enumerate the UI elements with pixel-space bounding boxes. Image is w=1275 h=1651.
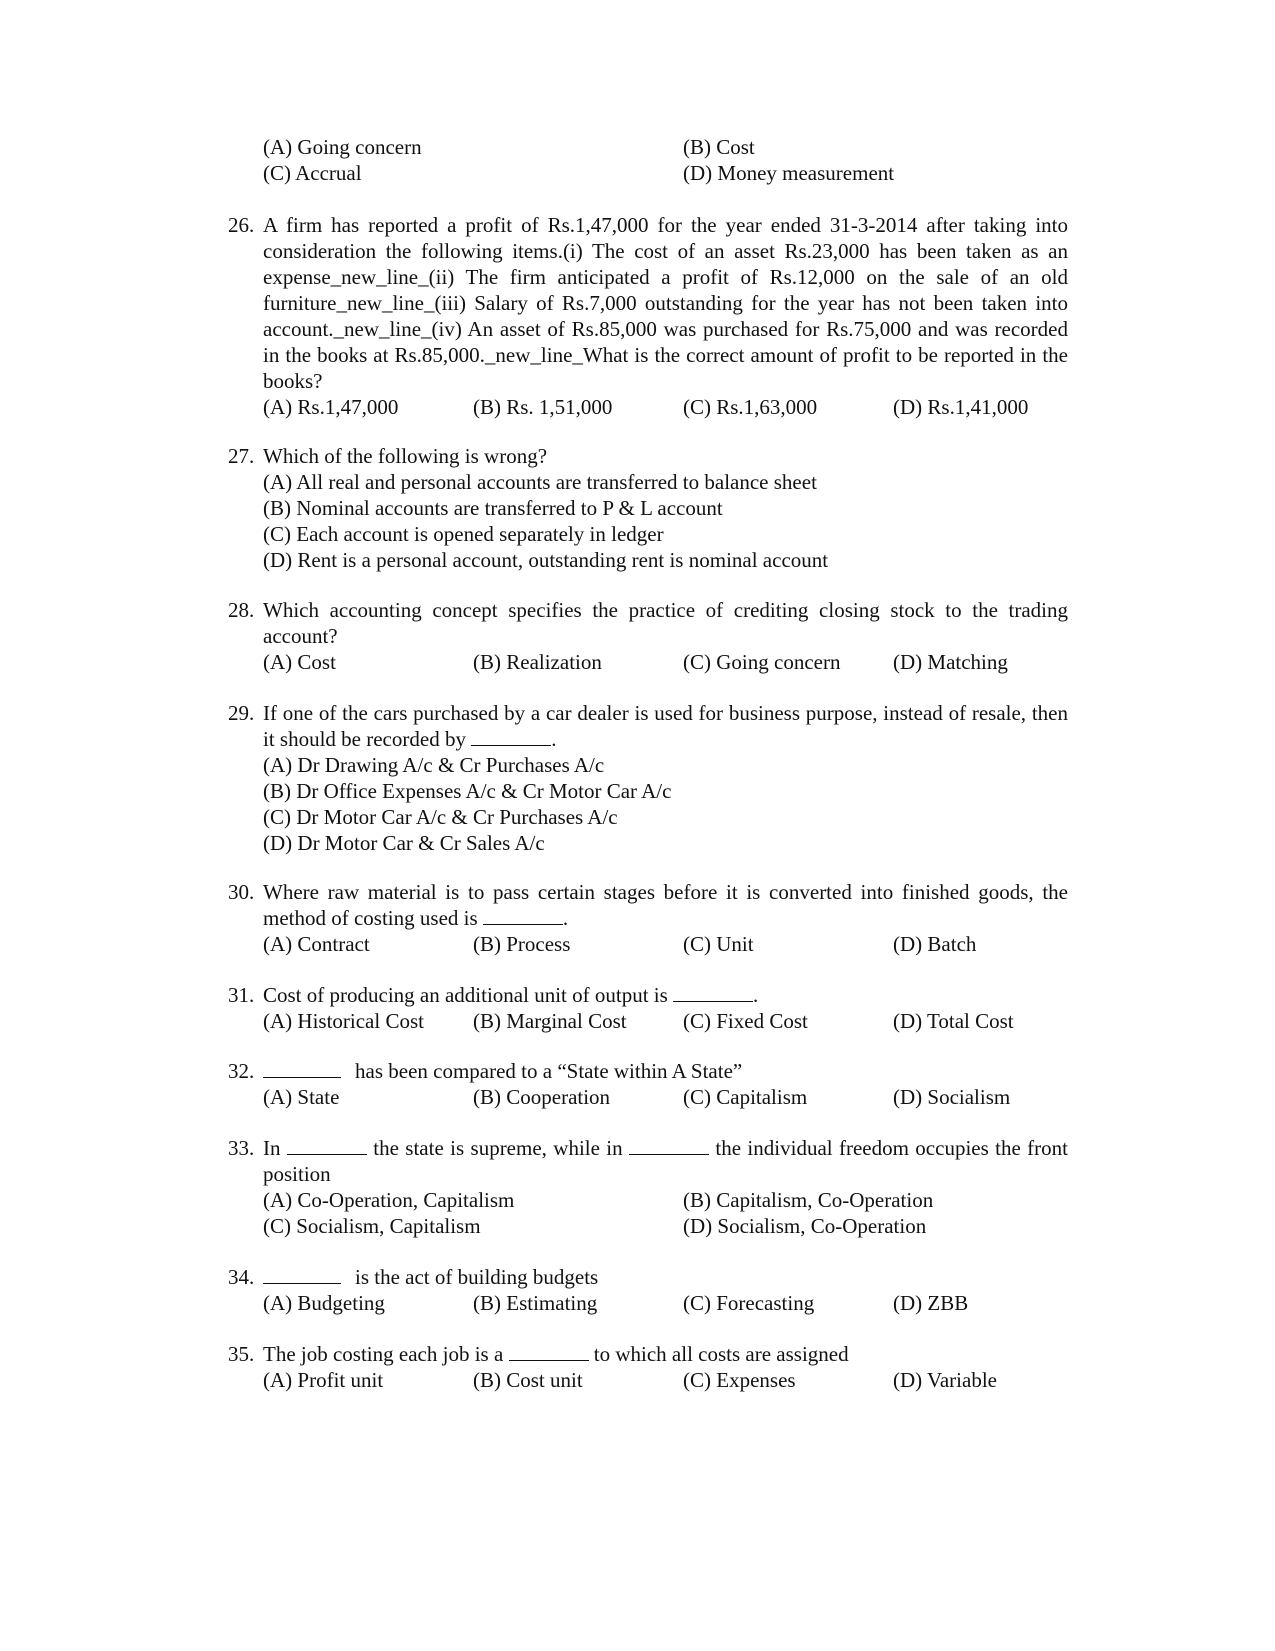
option-b: (B) Marginal Cost xyxy=(473,1009,627,1033)
option-d: (D) Socialism, Co-Operation xyxy=(683,1214,927,1238)
question-26 xyxy=(228,212,1068,420)
question-stem: Cost of producing an additional unit of output is . xyxy=(263,983,759,1007)
answer-blank xyxy=(483,906,563,925)
option-b: (B) Cost unit xyxy=(473,1368,583,1392)
option-a: (A) Rs.1,47,000 xyxy=(263,395,399,419)
option-a: (A) Budgeting xyxy=(263,1291,385,1315)
option-b: (B) Rs. 1,51,000 xyxy=(473,395,613,419)
answer-blank xyxy=(509,1342,589,1361)
option-d: (D) Rs.1,41,000 xyxy=(893,395,1029,419)
option-a: (A) Historical Cost xyxy=(263,1009,424,1033)
question-31 xyxy=(228,982,1068,1034)
option-c: (C) Dr Motor Car A/c & Cr Purchases A/c xyxy=(263,805,618,829)
option-b: (B) Nominal accounts are transferred to P & L account xyxy=(263,496,723,520)
question-number: 27. xyxy=(228,444,255,468)
question-number: 34. xyxy=(228,1265,255,1289)
question-25-options xyxy=(228,134,1068,186)
option-a: (A) Dr Drawing A/c & Cr Purchases A/c xyxy=(263,753,605,777)
option-d: (D) Rent is a personal account, outstanding rent is nominal account xyxy=(263,548,829,572)
option-c: (C) Accrual xyxy=(263,161,362,185)
option-d: (D) Variable xyxy=(893,1368,997,1392)
option-d: (D) Batch xyxy=(893,932,977,956)
option-a: (A) Co-Operation, Capitalism xyxy=(263,1188,515,1212)
option-d: (D) Matching xyxy=(893,650,1008,674)
option-a: (A) Profit unit xyxy=(263,1368,384,1392)
option-b: (B) Estimating xyxy=(473,1291,598,1315)
option-b: (B) Cost xyxy=(683,135,755,159)
question-34 xyxy=(228,1264,1068,1316)
question-27 xyxy=(228,443,1068,573)
answer-blank xyxy=(629,1136,709,1155)
option-c: (C) Socialism, Capitalism xyxy=(263,1214,481,1238)
question-stem: Which of the following is wrong? xyxy=(263,444,548,468)
question-number: 28. xyxy=(228,598,255,622)
option-a: (A) Contract xyxy=(263,932,370,956)
question-number: 32. xyxy=(228,1059,255,1083)
option-c: (C) Capitalism xyxy=(683,1085,808,1109)
question-stem: is the act of building budgets xyxy=(263,1264,1068,1290)
question-29 xyxy=(228,700,1068,856)
answer-blank xyxy=(471,727,551,746)
question-number: 31. xyxy=(228,983,255,1007)
question-28 xyxy=(228,597,1068,675)
question-30 xyxy=(228,879,1068,957)
question-number: 30. xyxy=(228,880,255,904)
question-number: 26. xyxy=(228,213,255,237)
option-a: (A) Going concern xyxy=(263,135,422,159)
option-d: (D) Dr Motor Car & Cr Sales A/c xyxy=(263,831,545,855)
option-d: (D) Money measurement xyxy=(683,161,895,185)
option-c: (C) Going concern xyxy=(683,650,841,674)
answer-blank xyxy=(263,1265,341,1284)
question-number: 33. xyxy=(228,1136,255,1160)
option-d: (D) Socialism xyxy=(893,1085,1011,1109)
option-b: (B) Capitalism, Co-Operation xyxy=(683,1188,934,1212)
option-d: (D) ZBB xyxy=(893,1291,969,1315)
option-a: (A) State xyxy=(263,1085,340,1109)
question-stem: has been compared to a “State within A State” xyxy=(263,1058,1068,1084)
question-stem: Which accounting concept specifies the practice of crediting closing stock to the trading account? xyxy=(263,598,1068,648)
answer-blank xyxy=(673,983,753,1002)
option-c: (C) Expenses xyxy=(683,1368,796,1392)
question-stem: In the state is supreme, while in the individual freedom occupies the front position xyxy=(263,1136,1068,1186)
option-a: (A) Cost xyxy=(263,650,336,674)
option-c: (C) Unit xyxy=(683,932,754,956)
option-b: (B) Cooperation xyxy=(473,1085,611,1109)
option-b: (B) Realization xyxy=(473,650,602,674)
question-stem: If one of the cars purchased by a car dealer is used for business purpose, instead of resale, then it should be recorded by . xyxy=(263,701,1068,751)
question-32 xyxy=(228,1058,1068,1110)
question-number: 29. xyxy=(228,701,255,725)
answer-blank xyxy=(287,1136,367,1155)
answer-blank xyxy=(263,1059,341,1078)
question-35 xyxy=(228,1341,1068,1393)
question-number: 35. xyxy=(228,1342,255,1366)
question-stem: Where raw material is to pass certain stages before it is converted into finished goods, the method of costing used is . xyxy=(263,880,1068,930)
option-c: (C) Fixed Cost xyxy=(683,1009,808,1033)
question-stem: A firm has reported a profit of Rs.1,47,000 for the year ended 31-3-2014 after taking into consideration the following items.(i) The cost of an asset Rs.23,000 has been taken as an expense_new_line_(ii) The firm anticipated a profit of Rs.12,000 on the sale of an old furniture_new_line_(iii) Salary of Rs.7,000 outstanding for the year has not been taken into account._new_line_(iv) An asset of Rs.85,000 was purchased for Rs.75,000 and was recorded in the books at Rs.85,000._new_line_What is the correct amount of profit to be reported in the books? xyxy=(263,213,1068,393)
option-c: (C) Forecasting xyxy=(683,1291,815,1315)
option-b: (B) Process xyxy=(473,932,571,956)
option-d: (D) Total Cost xyxy=(893,1009,1014,1033)
option-a: (A) All real and personal accounts are transferred to balance sheet xyxy=(263,470,817,494)
option-c: (C) Rs.1,63,000 xyxy=(683,395,818,419)
question-stem: The job costing each job is a to which all costs are assigned xyxy=(263,1342,849,1366)
question-33 xyxy=(228,1135,1068,1239)
option-b: (B) Dr Office Expenses A/c & Cr Motor Car A/c xyxy=(263,779,672,803)
option-c: (C) Each account is opened separately in ledger xyxy=(263,522,664,546)
